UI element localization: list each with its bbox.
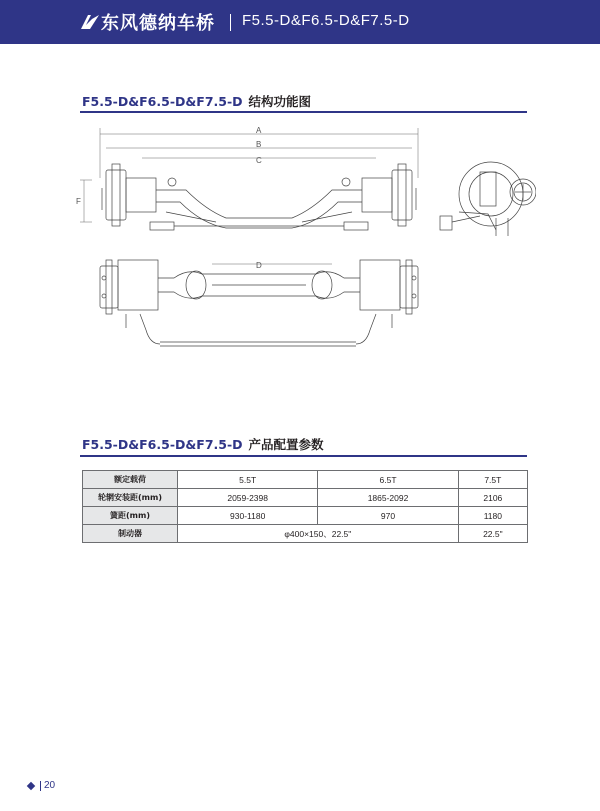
spec-table [82,470,528,543]
table-cell: 6.5T [318,471,458,489]
table-cell: 2059-2398 [178,489,318,507]
diamond-icon [27,781,35,789]
table-cell: 7.5T [458,471,527,489]
header-divider [230,14,231,31]
table-cell: 1180 [458,507,527,525]
table-cell: 970 [318,507,458,525]
table-cell: 2106 [458,489,527,507]
dim-label-f: F [76,197,81,206]
row-header: 制动器 [83,525,178,543]
front-view [102,164,416,230]
page-header [0,0,600,44]
dim-label-c: C [256,156,262,165]
dim-label-b: B [256,140,262,149]
section-title-config [82,435,324,453]
table-cell: φ400×150、22.5" [178,525,459,543]
axle-drawing [76,118,536,358]
page-number: 20 [44,780,56,791]
table-row [83,489,528,507]
section-heading: 结构功能图 [248,94,312,109]
dim-label-d: D [256,261,262,270]
brand-name: 东风德纳车桥 [101,13,215,34]
header-model: F5.5-D&F6.5-D&F7.5-D [242,12,410,29]
section-model: F5.5-D&F6.5-D&F7.5-D [82,94,243,109]
table-row [83,471,528,489]
table-cell: 22.5" [458,525,527,543]
row-header: 簧距(mm) [83,507,178,525]
section-rule [80,455,527,457]
dimension-lines [80,128,418,264]
page-footer [28,780,55,791]
section-heading: 产品配置参数 [248,437,324,452]
row-header: 额定载荷 [83,471,178,489]
table-cell: 930-1180 [178,507,318,525]
section-rule [80,111,527,113]
footer-divider [40,781,41,791]
top-view [100,260,418,346]
brand-logo-icon [80,10,100,34]
table-row [83,507,528,525]
table-cell: 5.5T [178,471,318,489]
table-cell: 1865-2092 [318,489,458,507]
table-row [83,525,528,543]
section-title-structure [82,92,311,110]
section-model: F5.5-D&F6.5-D&F7.5-D [82,437,243,452]
dim-label-a: A [256,126,262,135]
side-view [440,162,536,236]
row-header: 轮辋安装距(mm) [83,489,178,507]
